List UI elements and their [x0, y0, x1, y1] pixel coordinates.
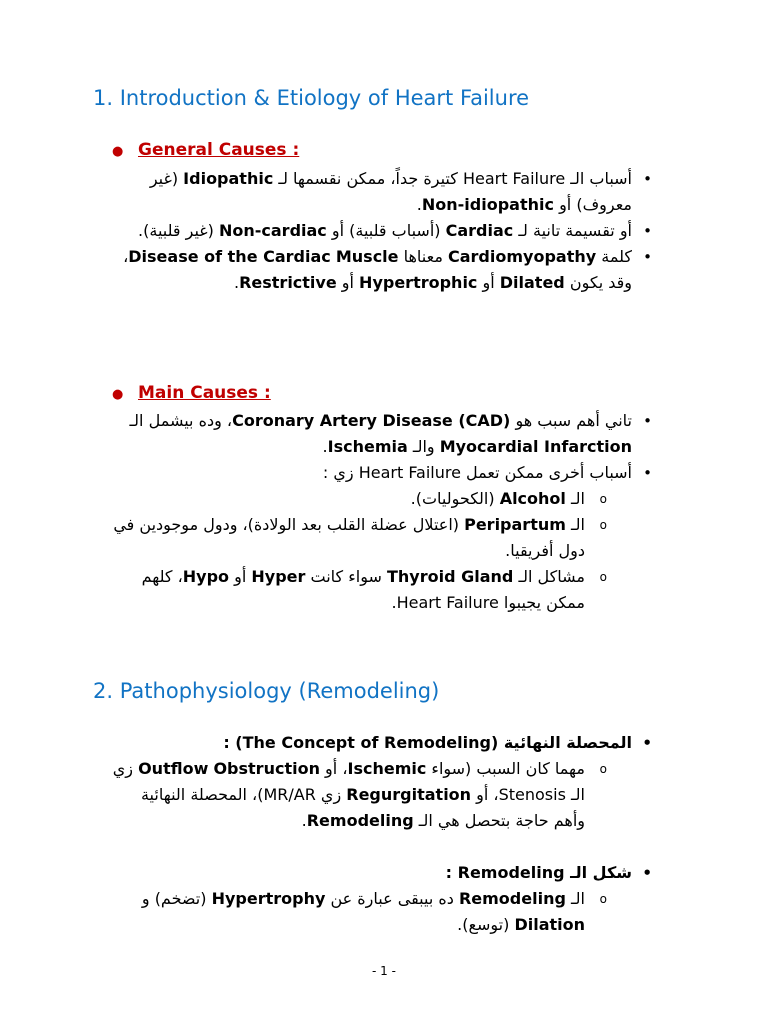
- section-2-title: 2. Pathophysiology (Remodeling): [93, 679, 440, 703]
- shape-sublist: [105, 886, 585, 938]
- list-item: شكل الـ Remodeling : •: [105, 860, 632, 886]
- concept-list: [105, 730, 632, 756]
- list-item: مشاكل الـ Thyroid Gland سواء كانت Hyper أو Hypo، كلهم ممكن يجيبوا Heart Failure. o: [105, 564, 585, 616]
- list-item: أو تقسيمة تانية لـ Cardiac (أسباب قلبية) أو Non-cardiac (غير قلبية). •: [105, 218, 632, 244]
- list-item: الـ Peripartum (اعتلال عضلة القلب بعد الولادة)، ودول موجودين في دول أفريقيا. o: [105, 512, 585, 564]
- main-causes-sublist: [105, 486, 585, 616]
- general-causes-heading: ● General Causes :: [112, 139, 299, 163]
- concept-sublist: [105, 756, 585, 834]
- bullet-icon: ●: [112, 387, 124, 402]
- main-causes-heading: ● Main Causes :: [112, 382, 271, 406]
- list-item: مهما كان السبب (سواء Ischemic، أو Outflow Obstruction زي الـ Stenosis، أو Regurgitation زي MR/AR)، المحصلة النهائية وأهم حاجة بتحصل هي الـ Remodeling. o: [105, 756, 585, 834]
- list-item: كلمة Cardiomyopathy معناها Disease of the Cardiac Muscle، وقد يكون Dilated أو Hypertrophic أو Restrictive. •: [105, 244, 632, 296]
- list-item: المحصلة النهائية (The Concept of Remodeling) : •: [105, 730, 632, 756]
- list-item: تاني أهم سبب هو Coronary Artery Disease (CAD)، وده بيشمل الـ Myocardial Infarction والـ Ischemia. •: [105, 408, 632, 460]
- bullet-icon: ●: [112, 144, 124, 159]
- main-causes-list: [105, 408, 632, 486]
- list-item: الـ Remodeling ده بيبقى عبارة عن Hypertrophy (تضخم) و Dilation (توسع). o: [105, 886, 585, 938]
- list-item: الـ Alcohol (الكحوليات). o: [105, 486, 585, 512]
- general-causes-list: [105, 166, 632, 296]
- section-1-title: 1. Introduction & Etiology of Heart Failure: [93, 86, 530, 110]
- list-item: أسباب أخرى ممكن تعمل Heart Failure زي : •: [105, 460, 632, 486]
- list-item: أسباب الـ Heart Failure كتيرة جداً، ممكن نقسمها لـ Idiopathic (غير معروف) أو Non-idiopathic. •: [105, 166, 632, 218]
- page-number: - 1 -: [372, 964, 396, 978]
- shape-list: [105, 860, 632, 886]
